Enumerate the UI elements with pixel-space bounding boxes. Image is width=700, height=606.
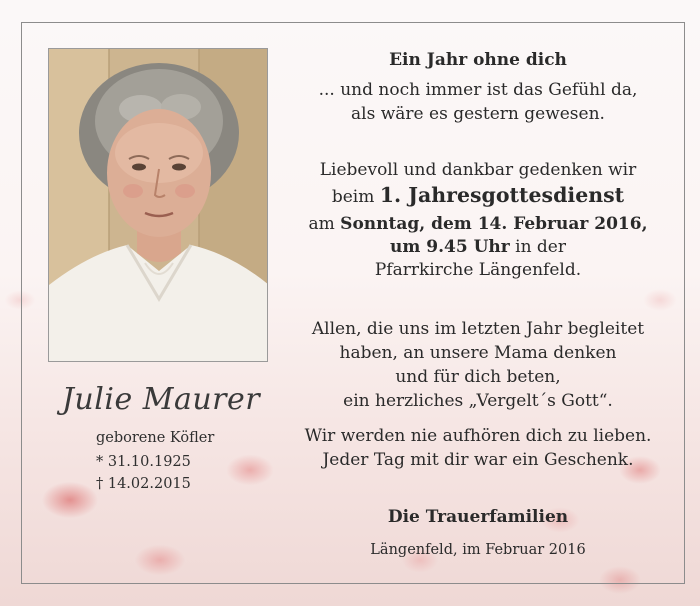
- invitation-line-4: um 9.45 Uhr in der: [390, 237, 566, 257]
- notice-heading: Ein Jahr ohne dich: [389, 50, 567, 70]
- thanks-line-4: ein herzliches „Vergelt´s Gott“.: [343, 391, 613, 411]
- birth-date: * 31.10.1925: [96, 454, 191, 470]
- closing-line-2: Jeder Tag mit dir war ein Geschenk.: [322, 450, 634, 470]
- deceased-name: Julie Maurer: [61, 382, 261, 417]
- thanks-line-2: haben, an unsere Mama denken: [339, 343, 617, 363]
- poem-line-2: als wäre es gestern gewesen.: [351, 104, 605, 124]
- poem-line-1: ... und noch immer ist das Gefühl da,: [318, 80, 638, 100]
- place-date: Längenfeld, im Februar 2016: [370, 542, 586, 558]
- invitation-line-1: Liebevoll und dankbar gedenken wir: [319, 160, 637, 180]
- portrait-photo: [48, 48, 268, 362]
- thanks-line-1: Allen, die uns im letzten Jahr begleitet: [311, 319, 645, 339]
- signature: Die Trauerfamilien: [387, 507, 569, 527]
- thanks-line-3: und für dich beten,: [395, 367, 561, 387]
- birth-name: geborene Köfler: [96, 430, 215, 446]
- invitation-line-5: Pfarrkirche Längenfeld.: [374, 260, 582, 280]
- closing-line-1: Wir werden nie aufhören dich zu lieben.: [304, 426, 652, 446]
- invitation-line-3: am Sonntag, dem 14. Februar 2016,: [308, 214, 648, 234]
- invitation-line-2: beim 1. Jahresgottesdienst: [331, 183, 625, 207]
- death-date: † 14.02.2015: [96, 476, 191, 492]
